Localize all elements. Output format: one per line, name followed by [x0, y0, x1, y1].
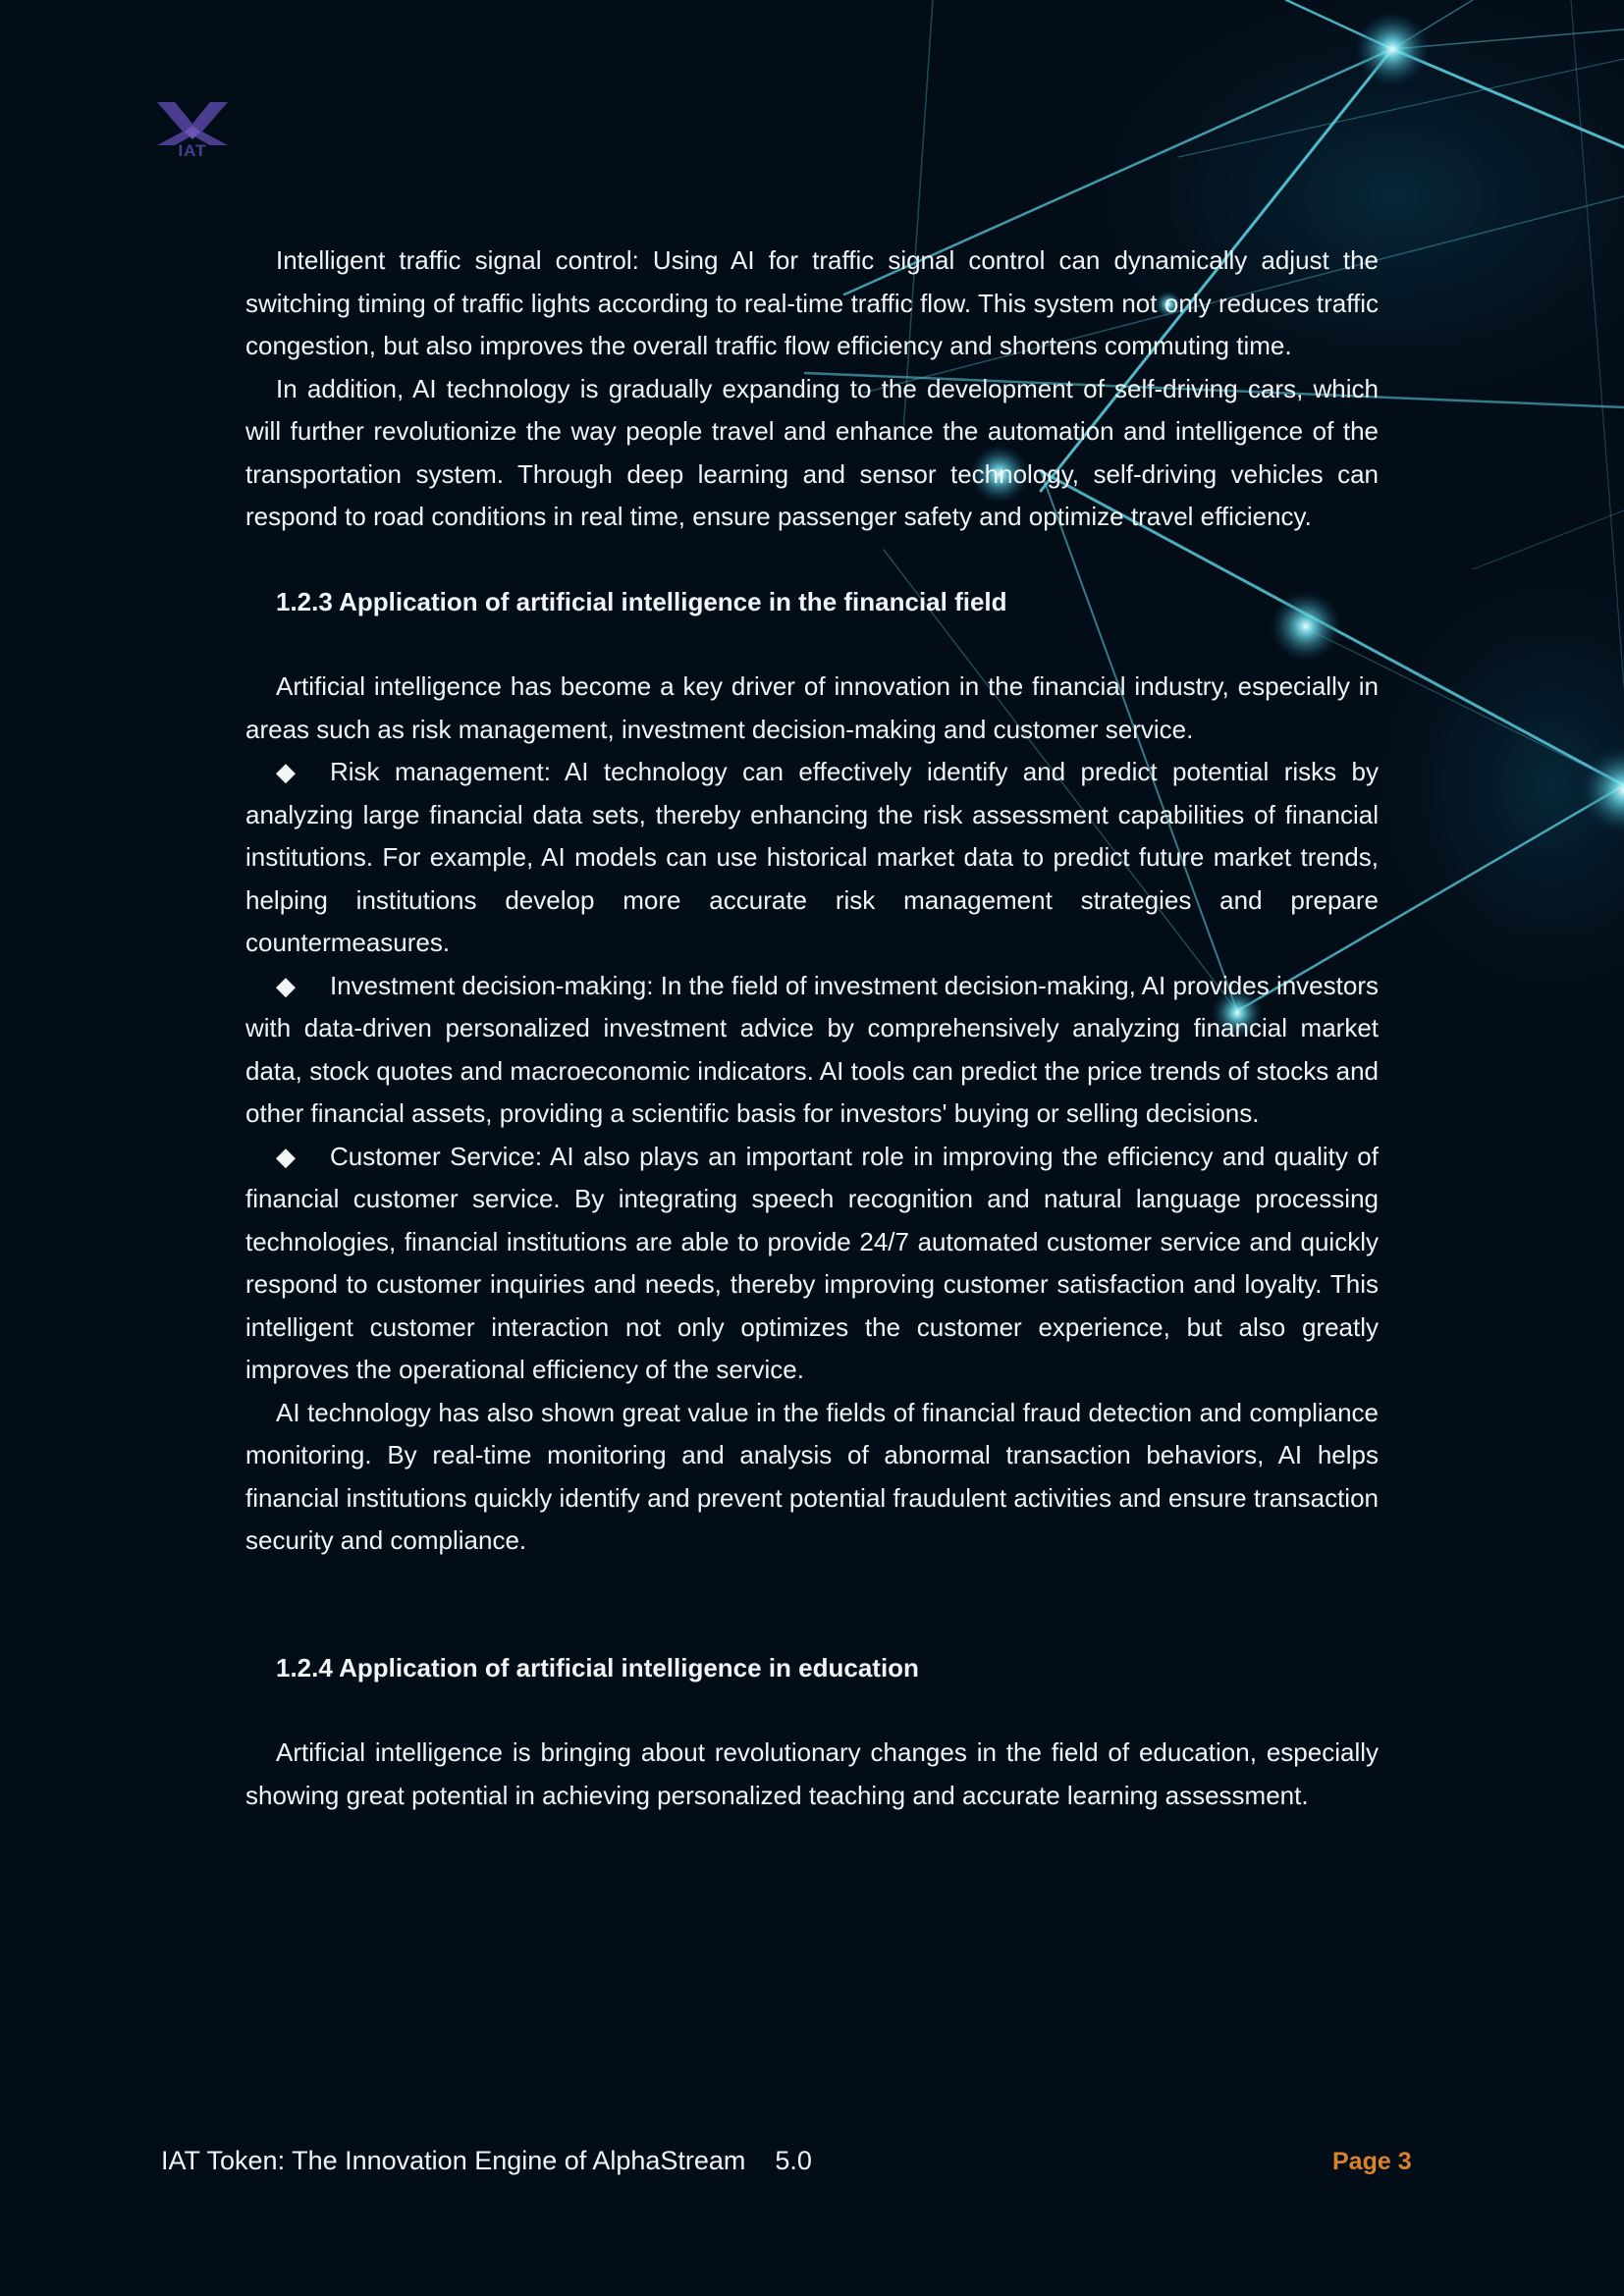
- heading-education: 1.2.4 Application of artificial intelligence in education: [276, 1652, 919, 1682]
- bullet-text: Investment decision-making: In the field of investment decision-making, AI provides investors with data-driven personalized investment advice by comprehensively analyzing financial market data, stock quotes and macroeconomic indicators. AI tools can predict the price trends of stocks and other financial assets, providing a scientific basis for investors' buying or selling decisions.: [245, 970, 1379, 1128]
- logo-text: IAT: [178, 141, 207, 160]
- paragraph-self-driving: In addition, AI technology is gradually expanding to the development of self-driving cars, which will further revolutionize the way people travel and enhance the automation and intelligence of the transportation system. Through deep learning and sensor technology, self-driving vehicles can respond to road conditions in real time, ensure passenger safety and optimize travel efficiency.: [245, 373, 1379, 531]
- heading-financial-field: 1.2.3 Application of artificial intelligence in the financial field: [276, 586, 1007, 616]
- bullet-investment: [245, 965, 1379, 1136]
- diamond-bullet-icon: ◆: [276, 970, 296, 1000]
- bullet-risk-management: [245, 751, 1379, 965]
- footer-document-title: IAT Token: The Innovation Engine of AlphaStream 5.0: [161, 2146, 812, 2175]
- diamond-bullet-icon: ◆: [276, 1141, 296, 1171]
- paragraph-education: Artificial intelligence is bringing about revolutionary changes in the field of education, especially showing great potential in achieving personalized teaching and accurate learning assessment.: [245, 1737, 1379, 1810]
- paragraph-fraud-detection: AI technology has also shown great value in the fields of financial fraud detection and compliance monitoring. By real-time monitoring and analysis of abnormal transaction behaviors, AI helps financial institutions quickly identify and prevent potential fraudulent activities and ensure transaction security and compliance.: [245, 1397, 1379, 1555]
- paragraph-traffic-signal: Intelligent traffic signal control: Using AI for traffic signal control can dynamically adjust the switching timing of traffic lights according to real-time traffic flow. This system not only reduces traffic congestion, but also improves the overall traffic flow efficiency and shortens commuting time.: [245, 245, 1379, 360]
- paragraph-financial-intro: Artificial intelligence has become a key driver of innovation in the financial industry, especially in areas such as risk management, investment decision-making and customer service.: [245, 671, 1379, 744]
- bullet-text: Customer Service: AI also plays an important role in improving the efficiency and quality of financial customer service. By integrating speech recognition and natural language processing technologies, financial institutions are able to provide 24/7 automated customer service and quickly respond to customer inquiries and needs, thereby improving customer satisfaction and loyalty. This intelligent customer interaction not only optimizes the customer experience, but also greatly improves the operational efficiency of the service.: [245, 1141, 1379, 1384]
- bullet-customer-service: [245, 1136, 1379, 1392]
- diamond-bullet-icon: ◆: [276, 757, 296, 786]
- page-content: [245, 240, 1379, 1817]
- footer-page-number: Page 3: [1332, 2148, 1412, 2175]
- bullet-text: Risk management: AI technology can effectively identify and predict potential risks by analyzing large financial data sets, thereby enhancing the risk assessment capabilities of financial institutions. For example, AI models can use historical market data to predict future market trends, helping institutions develop more accurate risk management strategies and prepare countermeasures.: [245, 757, 1379, 957]
